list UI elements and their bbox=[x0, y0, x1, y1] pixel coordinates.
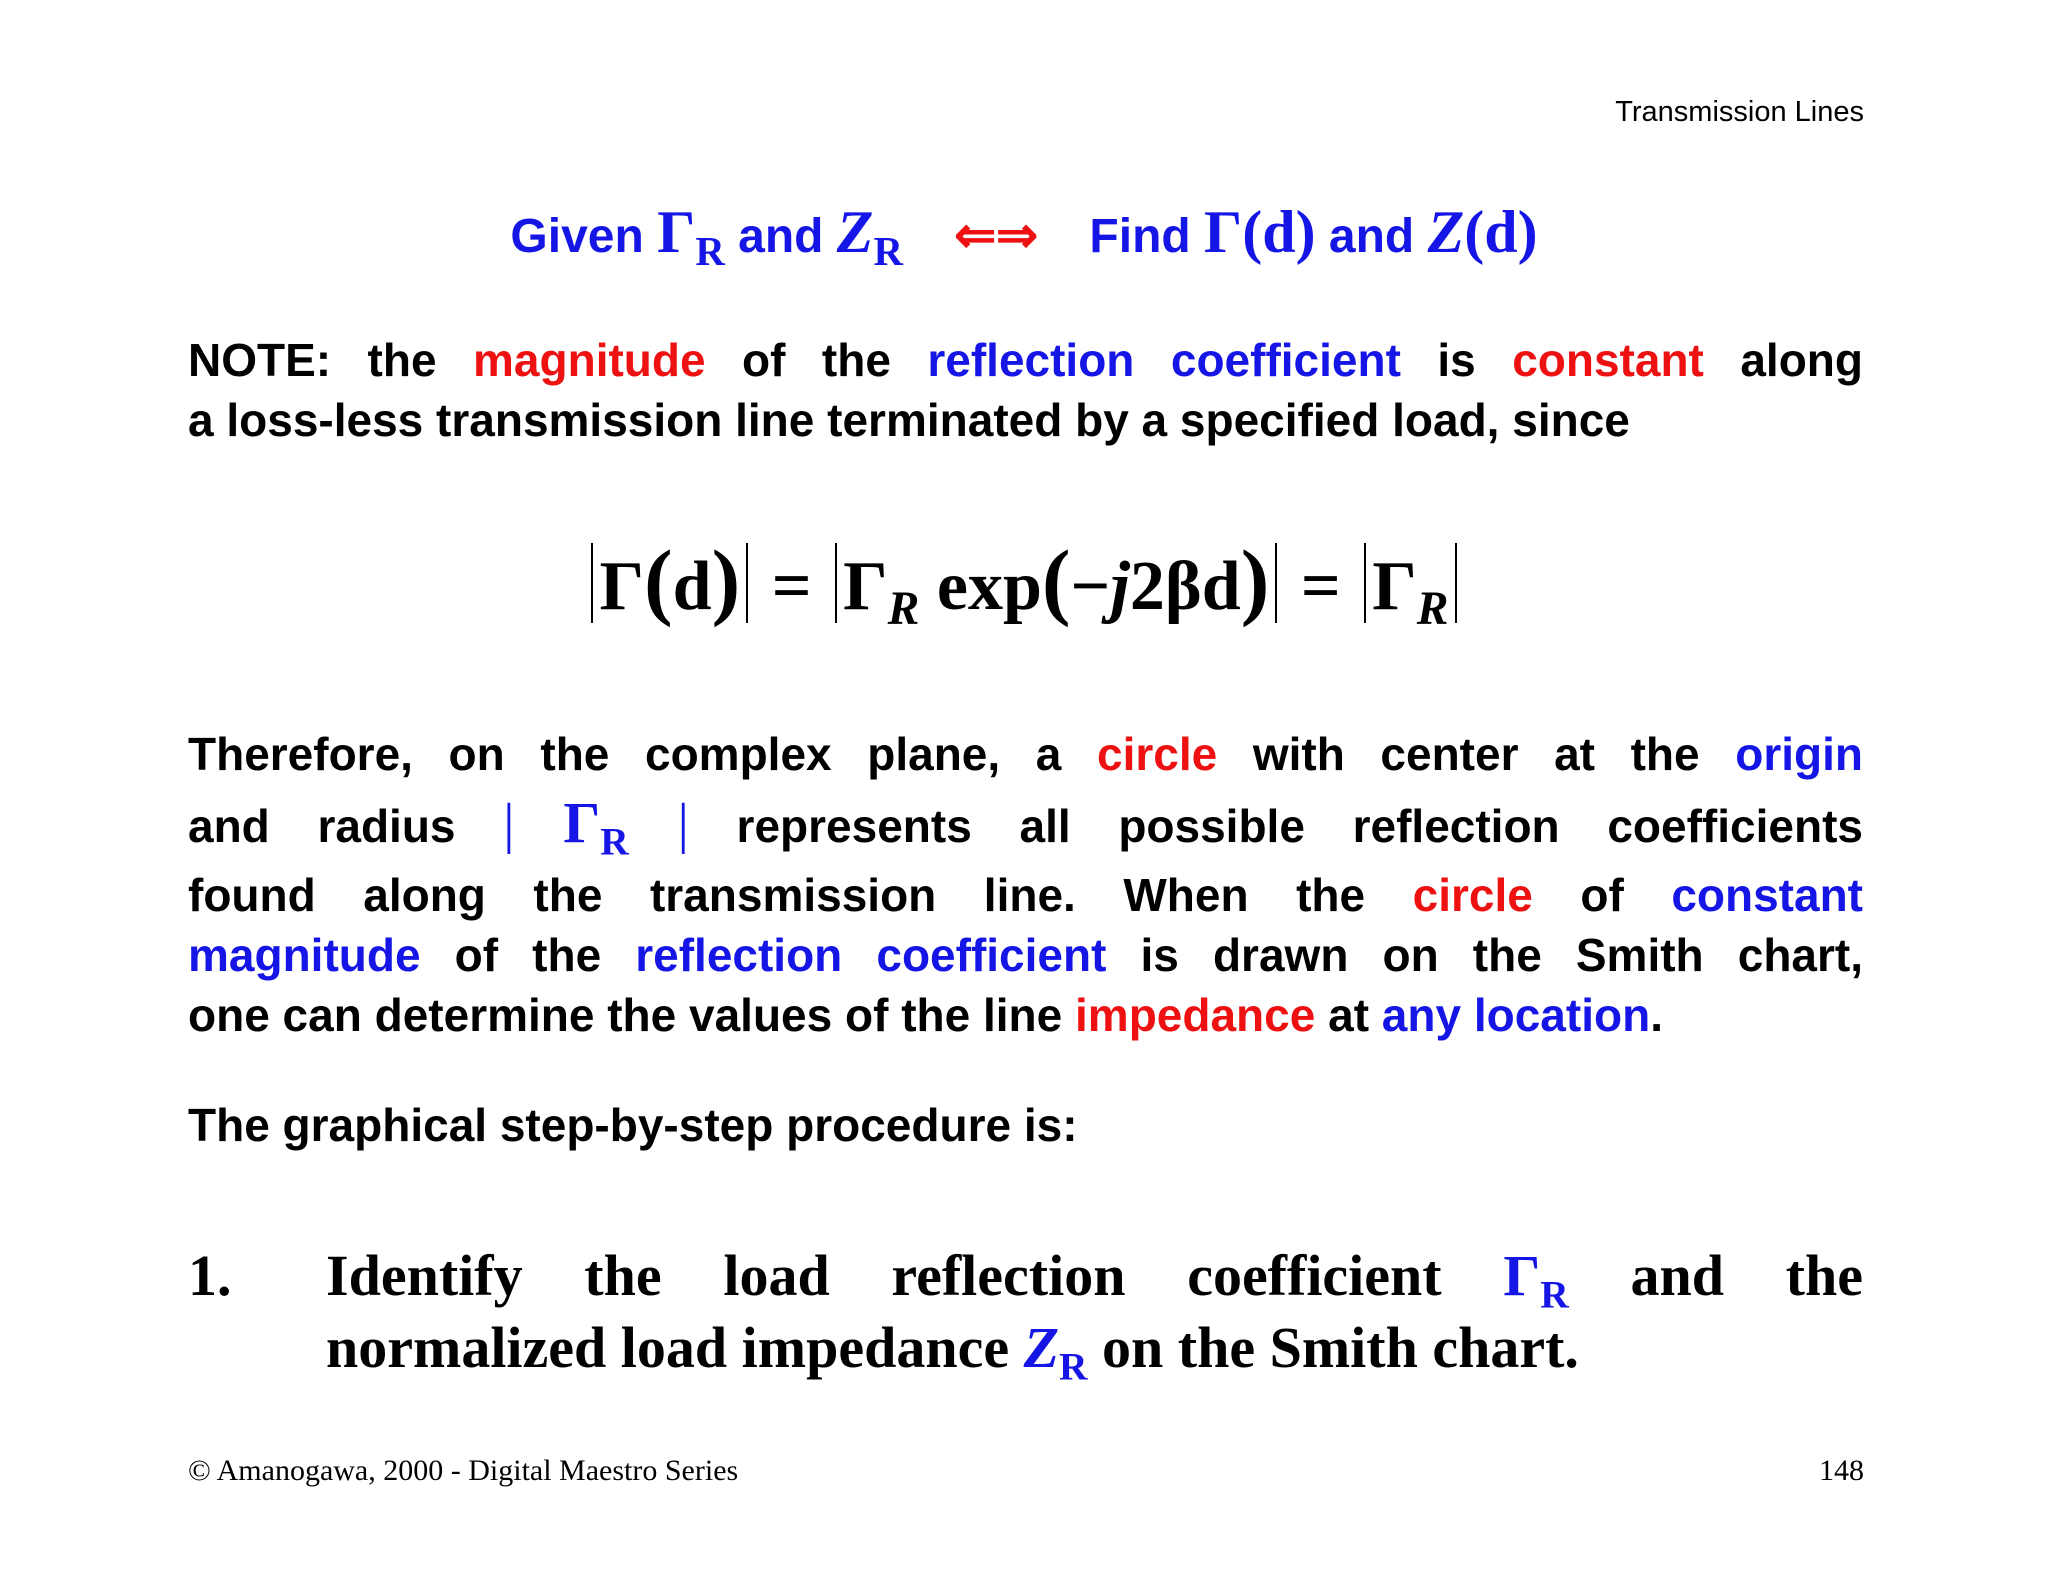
note-line-1-run-0: NOTE: the bbox=[188, 334, 474, 386]
page-number: 148 bbox=[1819, 1454, 1864, 1487]
mag-close-bar: | bbox=[628, 793, 689, 855]
therefore-line-5-run-2: at bbox=[1315, 989, 1382, 1041]
therefore-line-3 bbox=[188, 865, 1863, 925]
note-line-1-run-2: of the bbox=[705, 334, 928, 386]
therefore-line-5 bbox=[188, 985, 1863, 1045]
abs-bar bbox=[1275, 543, 1277, 623]
reflection-magnitude-equation: $\Gamma(d) = \Gamma_R$ $\exp(-j2\beta d) = \Gamma_R$ bbox=[0, 530, 2048, 630]
therefore-line-3-run-0: found along the transmission line. When the bbox=[188, 869, 1413, 921]
therefore-line-3-run-3: constant bbox=[1671, 869, 1863, 921]
mag-open-bar: | bbox=[503, 793, 564, 855]
therefore-line-5-run-3: any location bbox=[1381, 989, 1651, 1041]
note-paragraph bbox=[188, 330, 1863, 450]
procedure-intro: The graphical step-by-step procedure is: bbox=[188, 1099, 1078, 1151]
therefore-line-3-run-1: circle bbox=[1412, 869, 1533, 921]
therefore-line-4 bbox=[188, 925, 1863, 985]
eq-gamma-r-2: $\Gamma_R$ bbox=[1372, 548, 1449, 636]
therefore-line-4-run-2: reflection coefficient bbox=[635, 929, 1107, 981]
abs-bar bbox=[1455, 543, 1457, 623]
eq-gamma-r: $\Gamma_R$ bbox=[843, 548, 920, 636]
eq-equals: = bbox=[771, 548, 812, 625]
find-label: Find bbox=[1089, 210, 1205, 263]
z-d-symbol: Z(d) bbox=[1427, 199, 1538, 265]
eq-2betad: 2βd bbox=[1129, 548, 1241, 625]
note-line-1-run-5: constant bbox=[1512, 334, 1704, 386]
step-number: 1. bbox=[188, 1243, 232, 1308]
therefore-line-1 bbox=[188, 724, 1863, 784]
z-r-symbol-step: $Z_R$ bbox=[1023, 1315, 1088, 1389]
therefore-line-5-run-1: impedance bbox=[1075, 989, 1316, 1041]
therefore-line-1-run-3: origin bbox=[1735, 728, 1863, 780]
gamma-r-symbol-step: $\Gamma_R$ bbox=[1503, 1243, 1569, 1317]
eq-gamma: Γ bbox=[599, 548, 644, 625]
gamma-d-symbol: Γ(d) bbox=[1204, 199, 1316, 265]
therefore-line-1-run-1: circle bbox=[1096, 728, 1218, 780]
note-line-1 bbox=[188, 330, 1863, 390]
eq-d: d bbox=[672, 548, 712, 625]
therefore-paragraph bbox=[188, 724, 1863, 1045]
note-line-1-run-3: reflection coefficient bbox=[927, 334, 1401, 386]
therefore-line-4-run-3: is drawn on the Smith chart, bbox=[1106, 929, 1863, 981]
note-line-1-run-6: along bbox=[1703, 334, 1863, 386]
therefore-line-4-run-1: of the bbox=[420, 929, 636, 981]
eq-j: j bbox=[1110, 548, 1130, 625]
therefore-line-1-run-0: Therefore, on the complex plane, a bbox=[188, 728, 1097, 780]
note-line-1-run-4: is bbox=[1400, 334, 1513, 386]
and-label-2: and bbox=[1315, 210, 1428, 263]
and-label: and bbox=[724, 210, 837, 263]
z-r-symbol: $Z_R$ bbox=[836, 199, 903, 275]
eq-minus: − bbox=[1070, 548, 1111, 625]
step-text: Identify the load reflection coefficient $\Gamma_R$ and the normalized load impedance $Z_R$ on the Smith chart. bbox=[326, 1243, 1863, 1389]
note-line-2: a loss-less transmission line terminated by a specified load, since bbox=[188, 394, 1630, 446]
abs-bar bbox=[1364, 543, 1366, 623]
therefore-line-5-run-4: . bbox=[1650, 989, 1663, 1041]
abs-bar bbox=[591, 543, 593, 623]
step-1 bbox=[188, 1240, 1863, 1389]
eq-exp: exp bbox=[936, 548, 1042, 625]
gamma-r-symbol-inline: $\Gamma_R$ bbox=[563, 790, 629, 864]
abs-bar bbox=[835, 543, 837, 623]
gamma-r-symbol: $\Gamma_R$ bbox=[657, 199, 725, 275]
therefore-line-2: and radius | $\Gamma_R$ | represents all possible reflection coefficients bbox=[188, 790, 1863, 864]
copyright-footer: © Amanogawa, 2000 - Digital Maestro Series bbox=[188, 1454, 739, 1487]
eq-equals-2: = bbox=[1300, 548, 1341, 625]
therefore-line-4-run-0: magnitude bbox=[188, 929, 421, 981]
double-arrow-icon: ⇐⇒ bbox=[954, 207, 1039, 263]
given-find-heading bbox=[0, 198, 2048, 275]
page-header: Transmission Lines bbox=[1615, 96, 1864, 128]
note-line-1-run-1: magnitude bbox=[473, 334, 706, 386]
abs-bar bbox=[746, 543, 748, 623]
therefore-line-5-run-0: one can determine the values of the line bbox=[188, 989, 1076, 1041]
therefore-line-1-run-2: with center at the bbox=[1217, 728, 1736, 780]
given-label: Given bbox=[510, 210, 658, 263]
therefore-line-3-run-2: of bbox=[1532, 869, 1672, 921]
